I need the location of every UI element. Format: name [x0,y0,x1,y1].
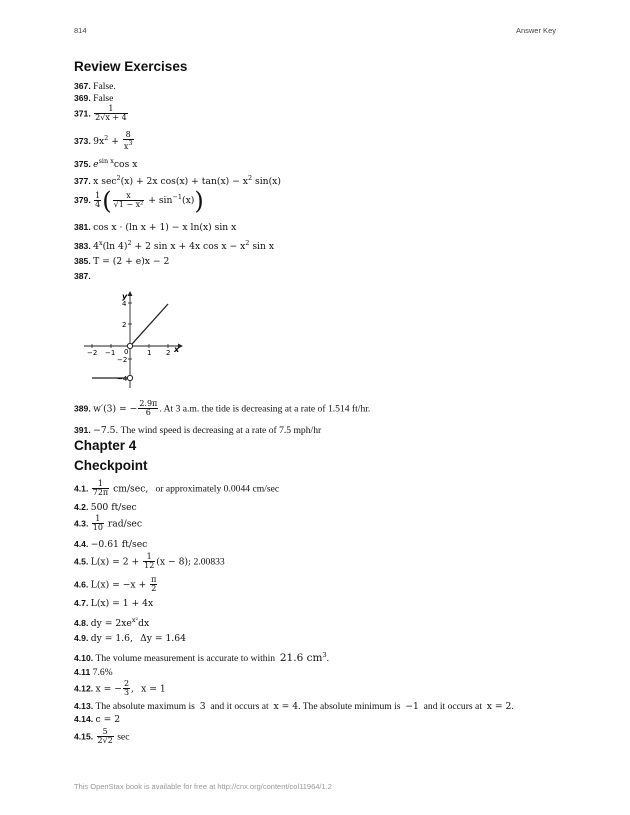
answer-387: 387. [74,271,91,281]
checkpoint-title: Checkpoint [74,458,148,473]
checkpoint-4-11: 4.11 7.6% [74,667,113,678]
answer-389: 389. w′(3) = − $\frac{2.9\pi}{6}$ . At 3 a.m. the tide is decreasing at a rate of 1.514 ft/hr. [74,399,371,418]
x-axis-label: x [174,345,180,354]
checkpoint-4-10: 4.10. The volume measurement is accurate to within 21.6 $cm^3$. [74,651,329,664]
checkpoint-4-13: 4.13. The absolute maximum is 3 and it occurs at x = 4. The absolute minimum is −1 and it occurs at x = 2. [74,701,514,712]
x-tick-label: −2 [87,349,98,357]
answer-379: 379. $\frac{1}{4}$ ( $\frac{x}{\text{√1 − x²}}$ + $\sin^{-1}(x)$) [74,187,204,215]
answer-385: 385. T = (2 + e)x − 2 [74,256,170,267]
checkpoint-4-9: 4.9. dy = 1.6, Δy = 1.64 [74,633,186,644]
checkpoint-4-6: 4.6. L(x) = −x + $\frac{\pi}{2}$ [74,575,157,594]
graph-right-segment [132,304,168,344]
answer-387-graph [78,288,188,392]
open-point-lower [127,375,132,380]
checkpoint-4-1: 4.1. $\frac{1}{72\pi}$ cm/sec, or approximately 0.0044 cm/sec [74,479,280,498]
y-axis-arrow [128,291,133,296]
y-axis-label: y [122,292,128,301]
checkpoint-4-5: 4.5. L(x) = 2 + $\frac{1}{12}$ (x − 8); 2.00833 [74,552,225,571]
y-tick-label: −4 [117,375,128,383]
answer-381: 381. cos x · (ln x + 1) − x ln(x) sin x [74,222,237,233]
page-number: 814 [74,26,87,35]
answer-377: 377. x $\sec^2(x) + 2x$ $\cos(x) + \tan(x) - x^2$ sin(x) [74,174,281,187]
running-header: Answer Key [515,26,556,35]
chapter-title: Chapter 4 [74,438,137,453]
y-tick-label: −2 [117,356,128,364]
answer-371: 371. $\frac{1}{2√x + 4}$ [74,104,127,123]
checkpoint-4-12: 4.12. x = − $\frac{2}{3}$ , x = 1 [74,679,166,698]
checkpoint-4-2: 4.2. 500 ft/sec [74,502,137,513]
answer-391: 391. −7.5. The wind speed is decreasing at a rate of 7.5 mph/hr [74,425,322,436]
checkpoint-4-14: 4.14. c = 2 [74,714,121,725]
checkpoint-4-8: 4.8. dy = $2xe^{x^2}dx$ [74,616,150,629]
x-tick-label: 2 [166,349,171,357]
answer-375: 375. $e^{sin x}\cos$ x [74,157,138,170]
checkpoint-4-15: 4.15. $\frac{5}{2√2}$ sec [74,727,130,746]
origin-label: 0 [124,348,129,356]
x-tick-label: 1 [147,349,152,357]
checkpoint-4-3: 4.3. $\frac{1}{10}$ rad/sec [74,514,142,533]
footer-note: This OpenStax book is available for free at http://cnx.org/content/col11964/1.2 [74,782,332,791]
checkpoint-4-7: 4.7. L(x) = 1 + 4x [74,598,154,609]
answer-383: 383. 4$^x$(ln 4)$^2$ + 2 sin x + 4x $\cos x - x^2$ sin x [74,239,275,252]
answer-369: 369. False [74,93,114,104]
x-tick-label: −1 [105,349,116,357]
y-tick-label: 4 [122,300,127,308]
answer-367: 367. False. [74,81,116,92]
answer-373: 373. $9x^2$ + $\frac{8}{x^3}$ [74,130,133,152]
section-title: Review Exercises [74,59,188,74]
y-tick-label: 2 [122,321,127,329]
checkpoint-4-4: 4.4. −0.61 ft/sec [74,539,148,550]
